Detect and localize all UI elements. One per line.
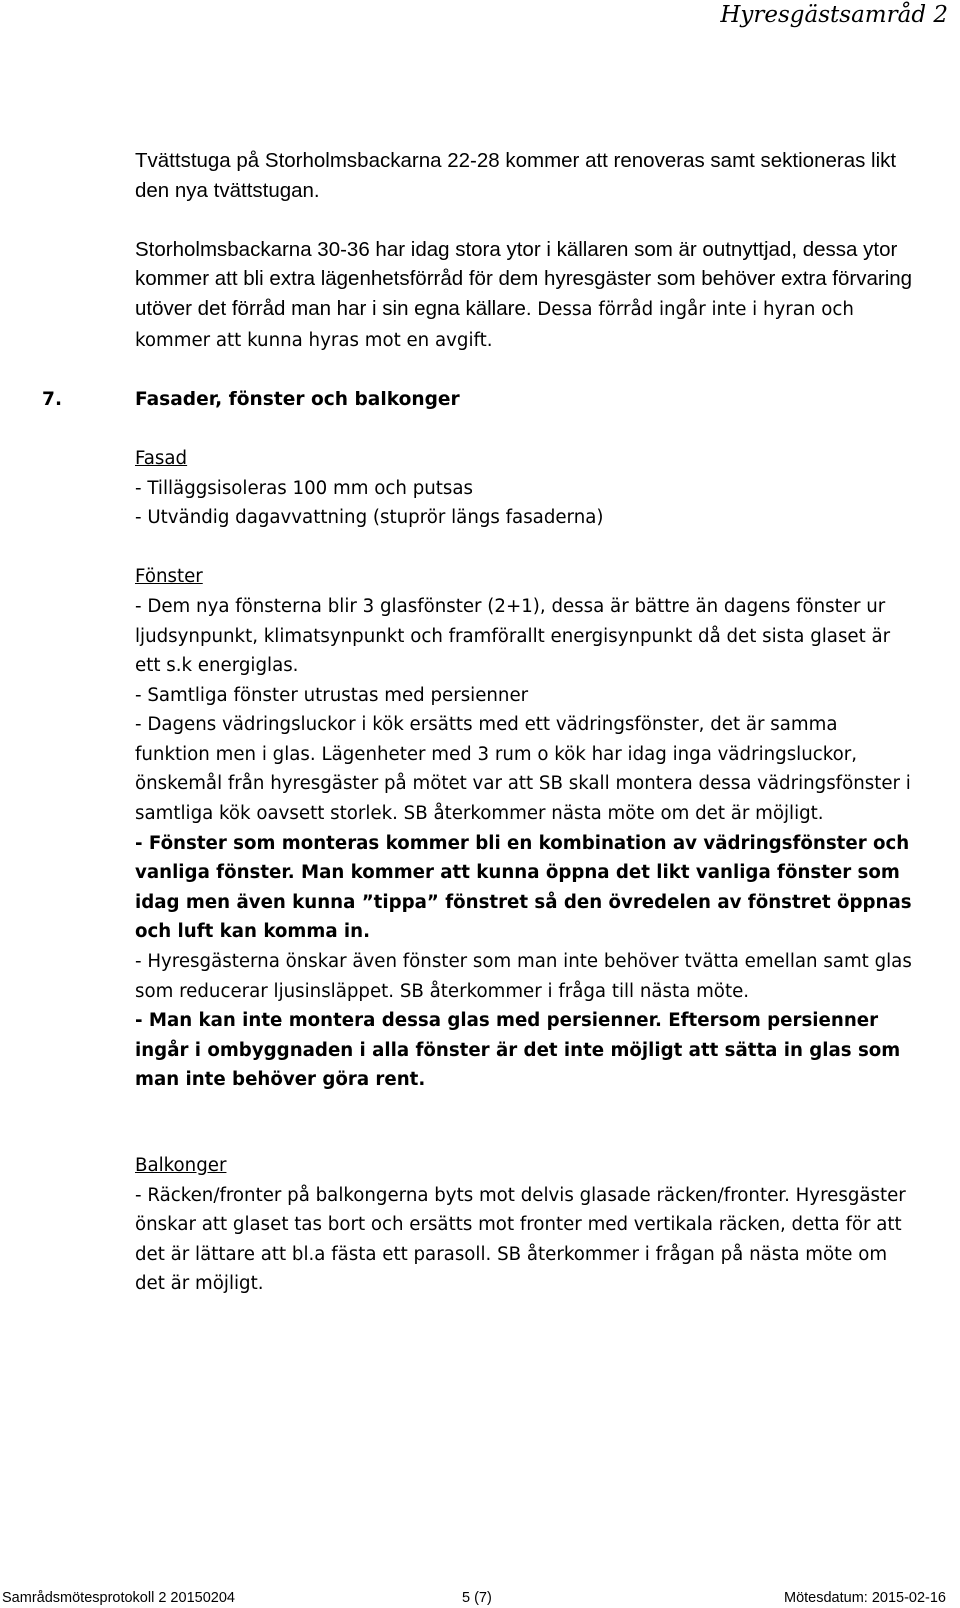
section-heading [42,385,915,415]
section-title: Fasader, fönster och balkonger [135,388,460,410]
fonster-paragraph: - Samtliga fönster utrustas med persienner [135,684,529,706]
spacer [135,533,915,563]
balkonger-paragraph: - Räcken/fronter på balkongerna byts mot delvis glasade räcken/fronter. Hyresgäster önskar att glaset tas bort och ersätts mot fronter med vertikala räcken, detta för att det är lättare att bl.a fästa ett parasoll. SB återkommer i frågan på nästa möte om det är möjligt. [135,1184,906,1295]
fasad-item: - Tilläggsisoleras 100 mm och putsas [135,477,473,499]
paragraph-storage [135,235,915,355]
footer-document-name: Samrådsmötesprotokoll 2 20150204 [2,1590,235,1606]
document-body [42,146,915,1299]
fonster-answer-bold: - Fönster som monteras kommer bli en kombination av vädringsfönster och vanliga fönster. Man kommer att kunna öppna det likt vanliga fönster som idag men även kunna ”tippa” fönstret så den övredelen av fönstret öppnas och luft kan komma in. [135,832,912,943]
page-footer [0,1588,960,1608]
spacer [135,355,915,385]
subheading-balkonger: Balkonger [135,1155,227,1176]
spacer [135,1095,915,1151]
fonster-paragraph: - Hyresgästerna önskar även fönster som man inte behöver tvätta emellan samt glas som reducerar ljusinsläppet. SB återkommer i fråga till nästa möte. [135,951,912,1002]
storage-text-b: Dessa förråd ingår inte i hyran och kommer att kunna hyras mot en avgift. [135,298,854,351]
footer-meeting-date: Mötesdatum: 2015-02-16 [783,1590,946,1606]
storage-text-a: Storholmsbackarna 30-36 har idag stora ytor i källaren som är outnyttjad, dessa ytor kommer att bli extra lägenhetsförråd för dem hyresgäster som behöver extra förvaring utöver det förråd man har i sin egna källare. [135,237,913,320]
document-header-title: Hyresgästsamråd 2 [720,2,948,28]
fonster-paragraph: - Dem nya fönsterna blir 3 glasfönster (2+1), dessa är bättre än dagens fönster ur ljudsynpunkt, klimatsynpunkt och framförallt energisynpunkt då det sista glaset är ett s.k energiglas. [135,595,891,677]
fasad-item: - Utvändig dagavvattning (stuprör längs fasaderna) [135,507,604,529]
fonster-answer-bold: - Man kan inte montera dessa glas med persienner. Eftersom persienner ingår i ombyggnaden i alla fönster är det inte möjligt att sätta in glas som man inte behöver göra rent. [135,1010,901,1091]
spacer [135,205,915,235]
fonster-paragraph: - Dagens vädringsluckor i kök ersätts med ett vädringsfönster, det är samma funktion men i glas. Lägenheter med 3 rum o kök har idag inga vädringsluckor, önskemål från hyresgäster på mötet var att SB skall montera dessa vädringsfönster i samtliga kök oavsett storlek. SB återkommer nästa möte om det är möjligt. [135,714,911,825]
footer-page-number: 5 (7) [462,1590,492,1606]
section-number: 7. [42,388,63,410]
paragraph-laundry: Tvättstuga på Storholmsbackarna 22-28 kommer att renoveras samt sektioneras likt den nya tvättstugan. [135,149,897,202]
subheading-fonster: Fönster [135,566,203,588]
spacer [135,414,915,444]
subheading-fasad: Fasad [135,447,188,469]
